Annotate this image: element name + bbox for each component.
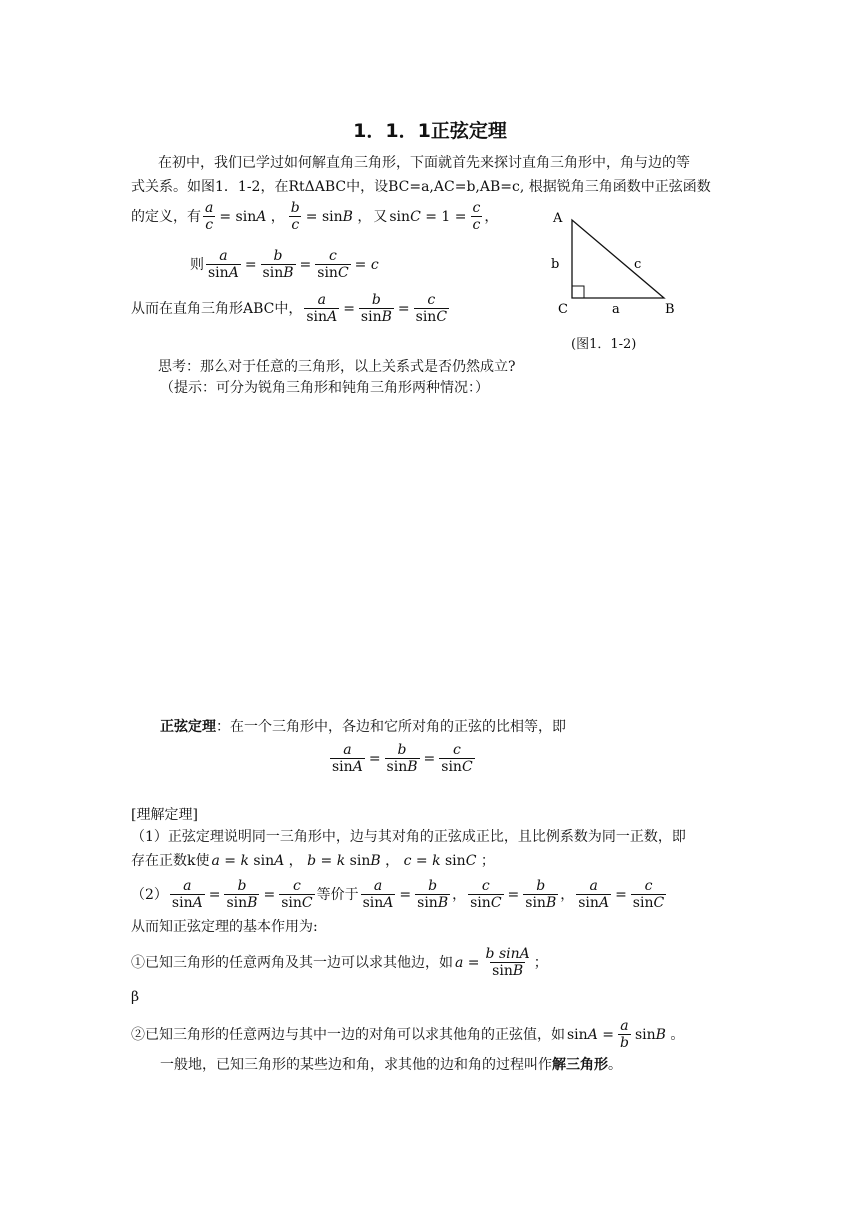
final-bold-term: 解三角形 [552, 1057, 608, 1073]
theorem-text: ：在一个三角形中，各边和它所对角的正弦的比相等，即 [216, 719, 566, 735]
intro-line-2: 式关系。如图1．1-2，在RtΔABC中，设BC=a,AC=b,AB=c, 根据锐角三角函数中正弦函数 [131, 179, 711, 195]
right-angle-mark [572, 286, 584, 298]
fraction-b-over-c: $\frac{b}{c}$ [290, 200, 300, 233]
use-2-line: ②已知三角形的任意两边与其中一边的对角可以求其他角的正弦值，如 sinA = $\frac{a}{b}$ sinB 。 [131, 1018, 685, 1051]
triangle-shape [572, 220, 664, 298]
right-triangle-equation: 从而在直角三角形ABC中， $\frac{a}{\sin A}$ = $\frac{b}{\sin B}$ = $\frac{c}{\sin C}$ [131, 292, 448, 325]
vertex-b-label: B [665, 302, 675, 317]
theorem-statement [160, 716, 566, 738]
final-prefix: 一般地，已知三角形的某些边和角，求其他的边和角的过程叫作 [160, 1057, 552, 1073]
and-word: 又 [373, 209, 388, 225]
vertex-c-label: C [558, 302, 568, 317]
side-b-label: b [551, 257, 560, 272]
vertex-a-label: A [553, 211, 563, 226]
hint-text: （提示：可分为锐角三角形和钝角三角形两种情况：） [160, 380, 489, 396]
think-question: 思考：那么对于任意的三角形，以上关系式是否仍然成立? [158, 359, 516, 375]
equiv-word: 等价于 [316, 887, 359, 903]
use-2-prefix: ②已知三角形的任意两边与其中一边的对角可以求其他角的正弦值，如 [131, 1027, 565, 1043]
point-1-line-1: （1）正弦定理说明同一三角形中，边与其对角的正弦成正比，且比例系数为同一正数，即 [131, 829, 686, 845]
point-1-line-2: 存在正数k使 a = k sinA ， b = k sinB ， c = k sinC ； [131, 850, 497, 872]
page-title: 1．1．1正弦定理 [353, 120, 507, 142]
thus-prefix: 从而在直角三角形ABC中， [131, 301, 303, 317]
definition-prefix: 的定义，有 [131, 209, 201, 225]
side-a-label: a [612, 302, 620, 317]
use-1-prefix: ①已知三角形的任意两角及其一边可以求其他边，如 [131, 955, 453, 971]
figure-caption: (图1．1-2) [571, 337, 637, 352]
point-2-line: （2） $\frac{a}{\sin A}$ = $\frac{b}{\sin B}$ = $\frac{c}{\sin C}$ 等价于 $\frac{a}{\sin A}$ = $\frac{b}{\sin B}$ ， $\frac{c}{\sin C}$ = $\frac{b}{\sin B}$ ， $\frac{a}{\sin A}$ = $\frac{c}{\sin C}$ [131, 878, 665, 911]
use-1-line: ①已知三角形的任意两角及其一边可以求其他边，如 a = $\frac{\text{b sinA}}{\sin B}$ ； [131, 946, 548, 979]
basic-use-text: 从而知正弦定理的基本作用为: [131, 919, 318, 935]
then-equation: 则 $\frac{a}{\sin A}$ = $\frac{b}{\sin B}$ = $\frac{c}{\sin C}$ = c [190, 248, 379, 281]
side-c-label: c [634, 257, 642, 272]
final-paragraph [160, 1054, 622, 1076]
sine-law-formula: $\frac{a}{\sin A}$ = $\frac{b}{\sin B}$ = $\frac{c}{\sin C}$ [332, 742, 473, 775]
point-2-prefix: （2） [131, 887, 168, 903]
beta-symbol: β [131, 989, 140, 1005]
then-word: 则 [190, 257, 204, 273]
fraction-c-over-c: $\frac{c}{c}$ [472, 200, 481, 233]
right-triangle-figure [548, 206, 688, 322]
understand-heading: [理解定理] [131, 807, 198, 823]
final-end: 。 [608, 1057, 622, 1073]
point-1-prefix: 存在正数k使 [131, 853, 210, 869]
intro-line-1: 在初中，我们已学过如何解直角三角形，下面就首先来探讨直角三角形中，角与边的等 [158, 155, 690, 171]
theorem-label: 正弦定理 [160, 719, 216, 735]
fraction-a-over-c: $\frac{a}{c}$ [205, 200, 214, 233]
definition-line: 的定义，有 $\frac{a}{c}$ = sinA ， $\frac{b}{c}$ = sinB ， 又 sinC = 1 = $\frac{c}{c}$ ， [131, 200, 499, 233]
